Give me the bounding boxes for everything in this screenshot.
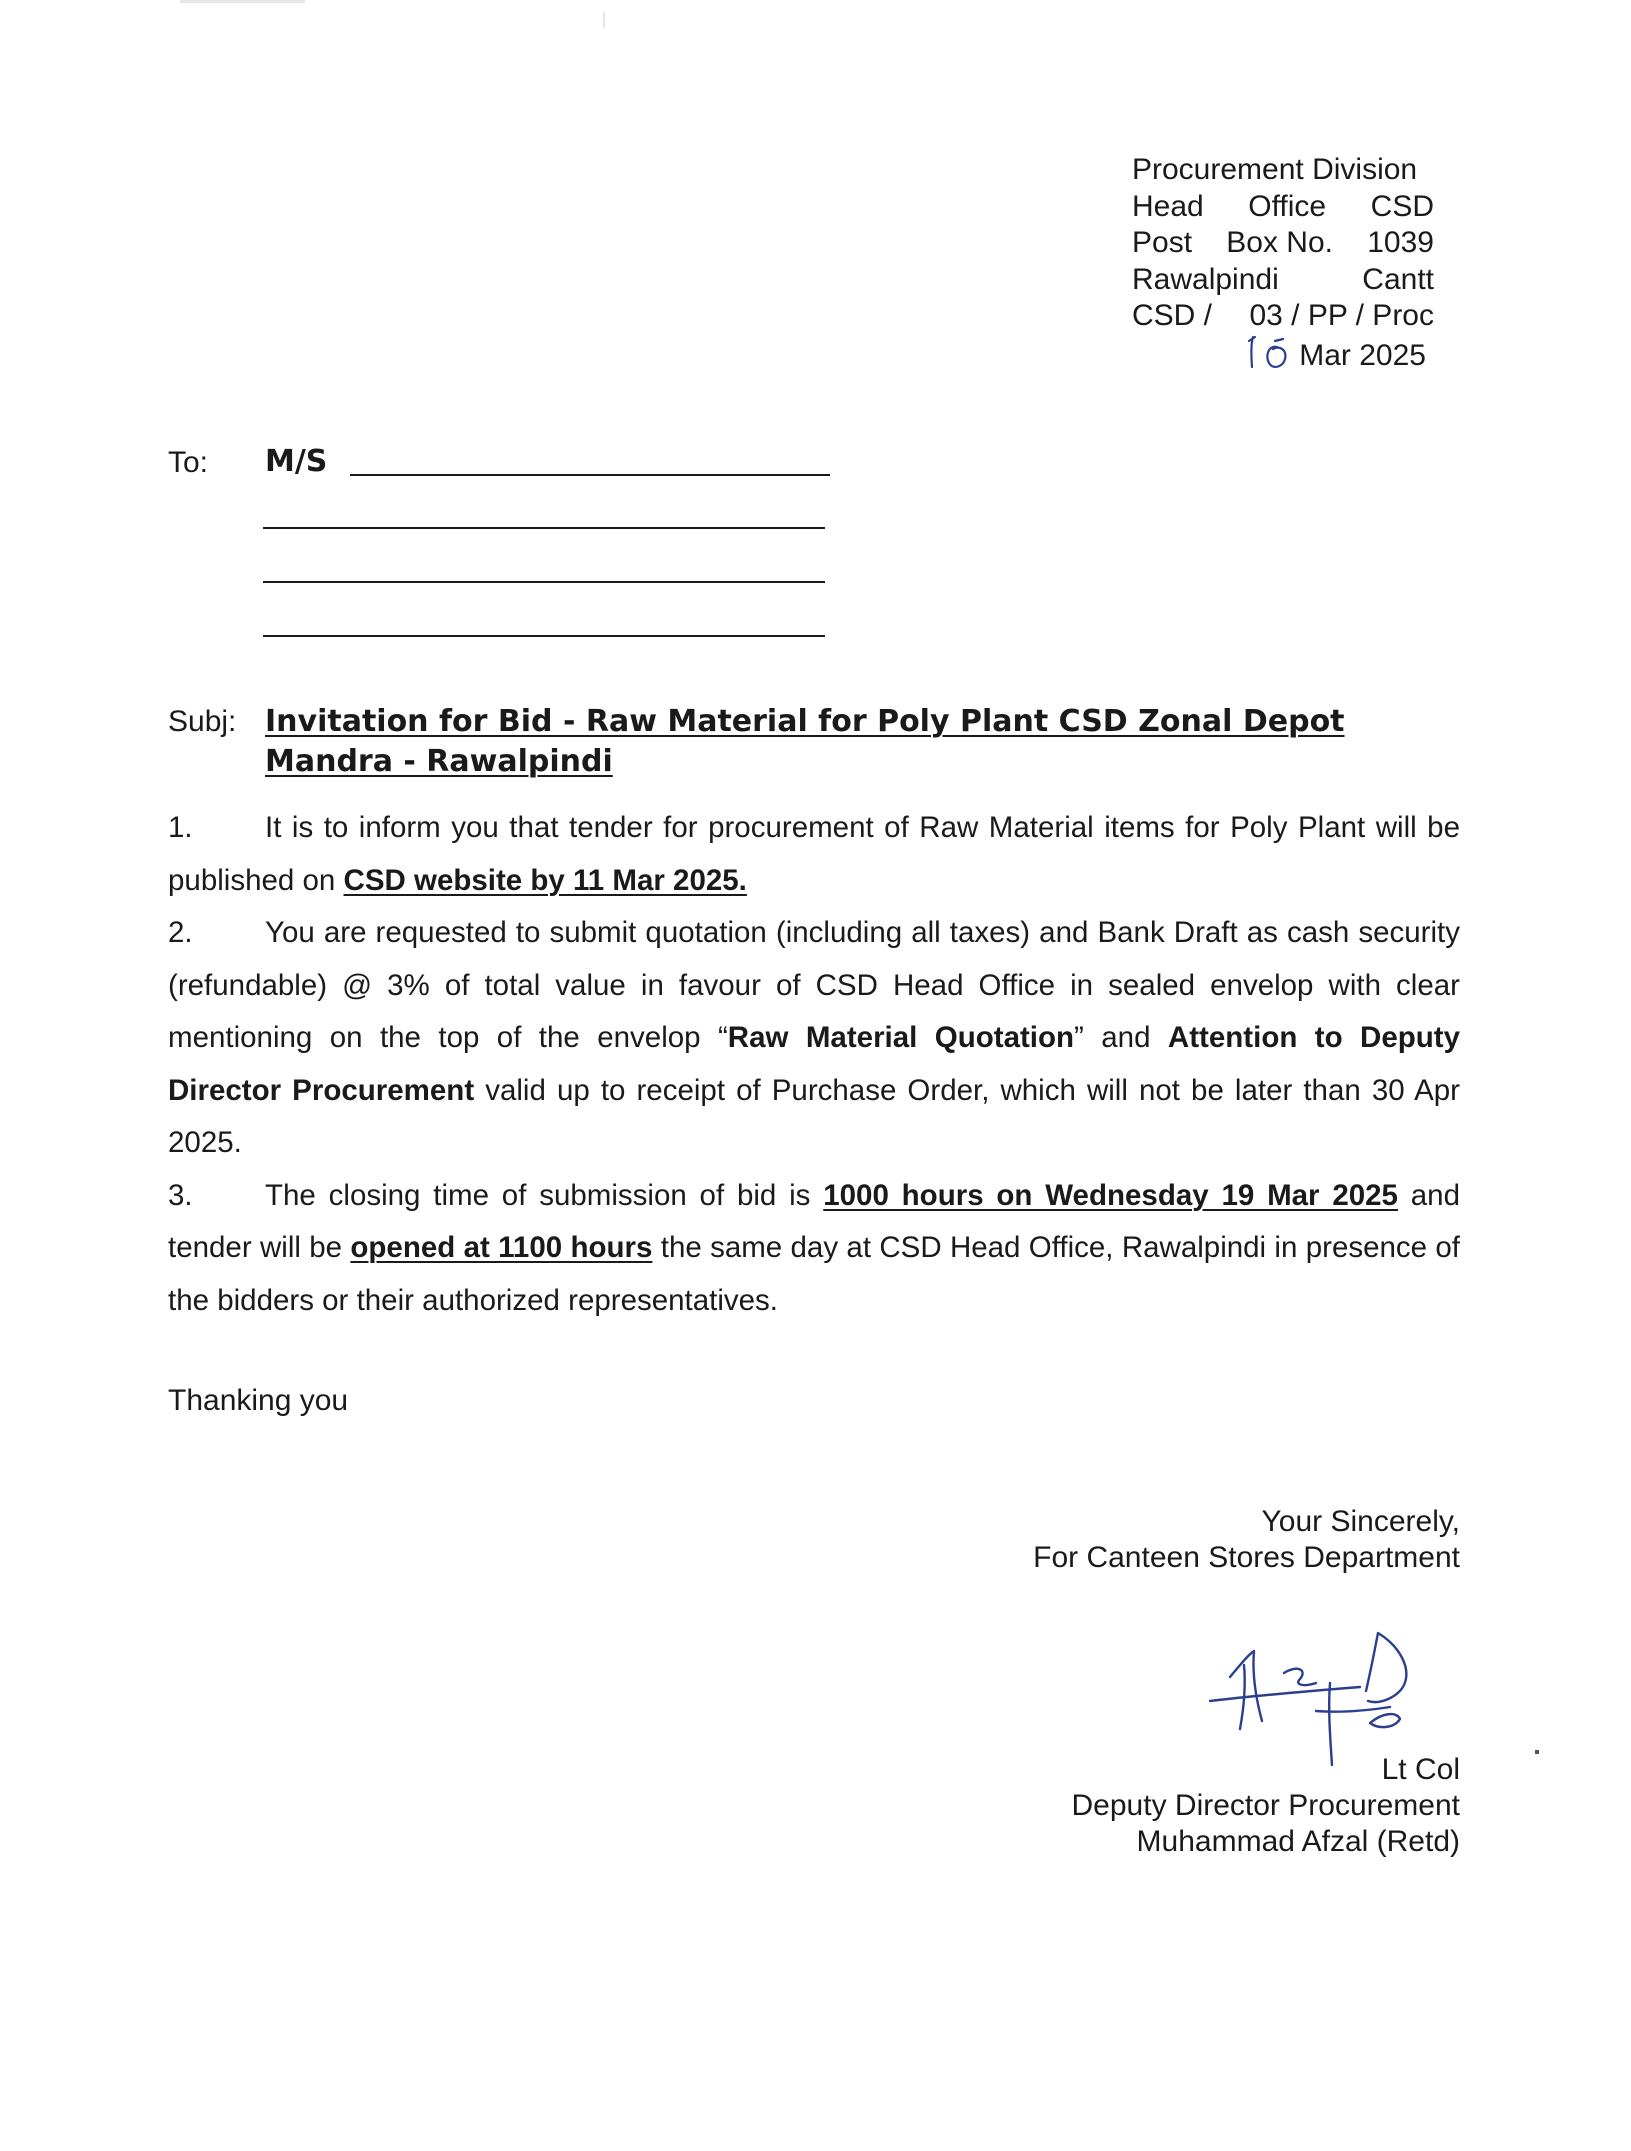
address-text: Procurement Division [1132,153,1418,186]
recipient-blank-line [263,527,825,529]
paragraph-3 [168,1170,1460,1328]
paragraph-text: valid up to receipt of Purchase Order, which will not be later than 30 Apr 2025. [168,1073,1460,1159]
paragraph-text: The closing time of submission of bid is [265,1178,824,1212]
date-month-year: Mar 2025 [1299,339,1426,372]
subject-text: Invitation for Bid - Raw Material for Poly Plant CSD Zonal Depot Mandra - Rawalpindi [265,704,1345,779]
opening-time-highlight: opened at 1100 hours [350,1231,653,1264]
signatory-block [1072,1752,1460,1860]
signatory-title: Deputy Director Procurement [1071,1789,1460,1822]
address-text: Head [1132,189,1204,223]
scan-artifact [180,0,305,3]
ms-label: M/S [265,444,328,479]
address-text: CSD / [1132,299,1213,332]
address-text: Post [1132,226,1193,259]
envelope-label-bold: Raw Material Quotation [727,1021,1075,1054]
signatory-name: Muhammad Afzal (Retd) [1136,1825,1460,1858]
sender-address [1132,152,1434,375]
handwritten-date-day [1239,335,1299,375]
address-city [1132,262,1434,299]
paragraph-text: and tender will be [168,1178,1460,1264]
address-po-box [1132,225,1434,262]
reference-number [1132,298,1434,335]
organization-line: For Canteen Stores Department [1033,1541,1460,1574]
paragraph-number: 2. [168,916,193,949]
paragraph-text: It is to inform you that tender for procurement of Raw Material items for Poly Plant will be published on [168,811,1460,897]
paragraph-text: the same day at CSD Head Office, Rawalpindi in presence of the bidders or their authorized representatives. [168,1231,1460,1317]
attention-bold: Attention to Deputy Director Procurement [168,1021,1461,1107]
publish-date-highlight: CSD website by 11 Mar 2025. [343,863,747,897]
scan-artifact [1535,1750,1539,1754]
complimentary-close [1033,1504,1460,1576]
address-text: Rawalpindi [1132,262,1279,296]
paragraph-number: 1. [168,811,193,844]
paragraph-number: 3. [168,1178,193,1212]
sincerely-line: Your Sincerely, [1261,1505,1460,1538]
thanks-line: Thanking you [168,1384,349,1417]
letter-date [1132,335,1434,375]
closing-time-highlight: 1000 hours on Wednesday 19 Mar 2025 [823,1178,1398,1212]
recipient-blank-line [350,474,830,476]
scan-artifact [603,12,605,28]
address-text: Cantt [1362,262,1434,296]
address-division [1132,152,1434,189]
signatory-rank: Lt Col [1381,1753,1460,1786]
paragraph-text: You are requested to submit quotation (including all taxes) and Bank Draft as cash security (refundable) @ 3% of total value in favour of CSD Head Office in sealed envelop with clear mentioning on the top of the envelop “ [168,916,1460,1054]
recipient-blank-line [263,581,825,583]
paragraph-2 [168,907,1460,1170]
letter-body [168,802,1460,1327]
recipient-blank-line [263,635,825,637]
address-text: CSD [1370,189,1434,223]
address-office [1132,189,1434,226]
paragraph-1 [168,802,1460,907]
subject-label: Subj: [168,705,237,738]
address-text: Office [1248,189,1327,223]
to-label: To: [168,446,209,479]
address-text: 03 / PP / Proc [1249,299,1434,332]
paragraph-text: ” and [1074,1021,1168,1054]
address-text: 1039 [1367,226,1434,259]
address-text: Box No. [1226,226,1333,259]
